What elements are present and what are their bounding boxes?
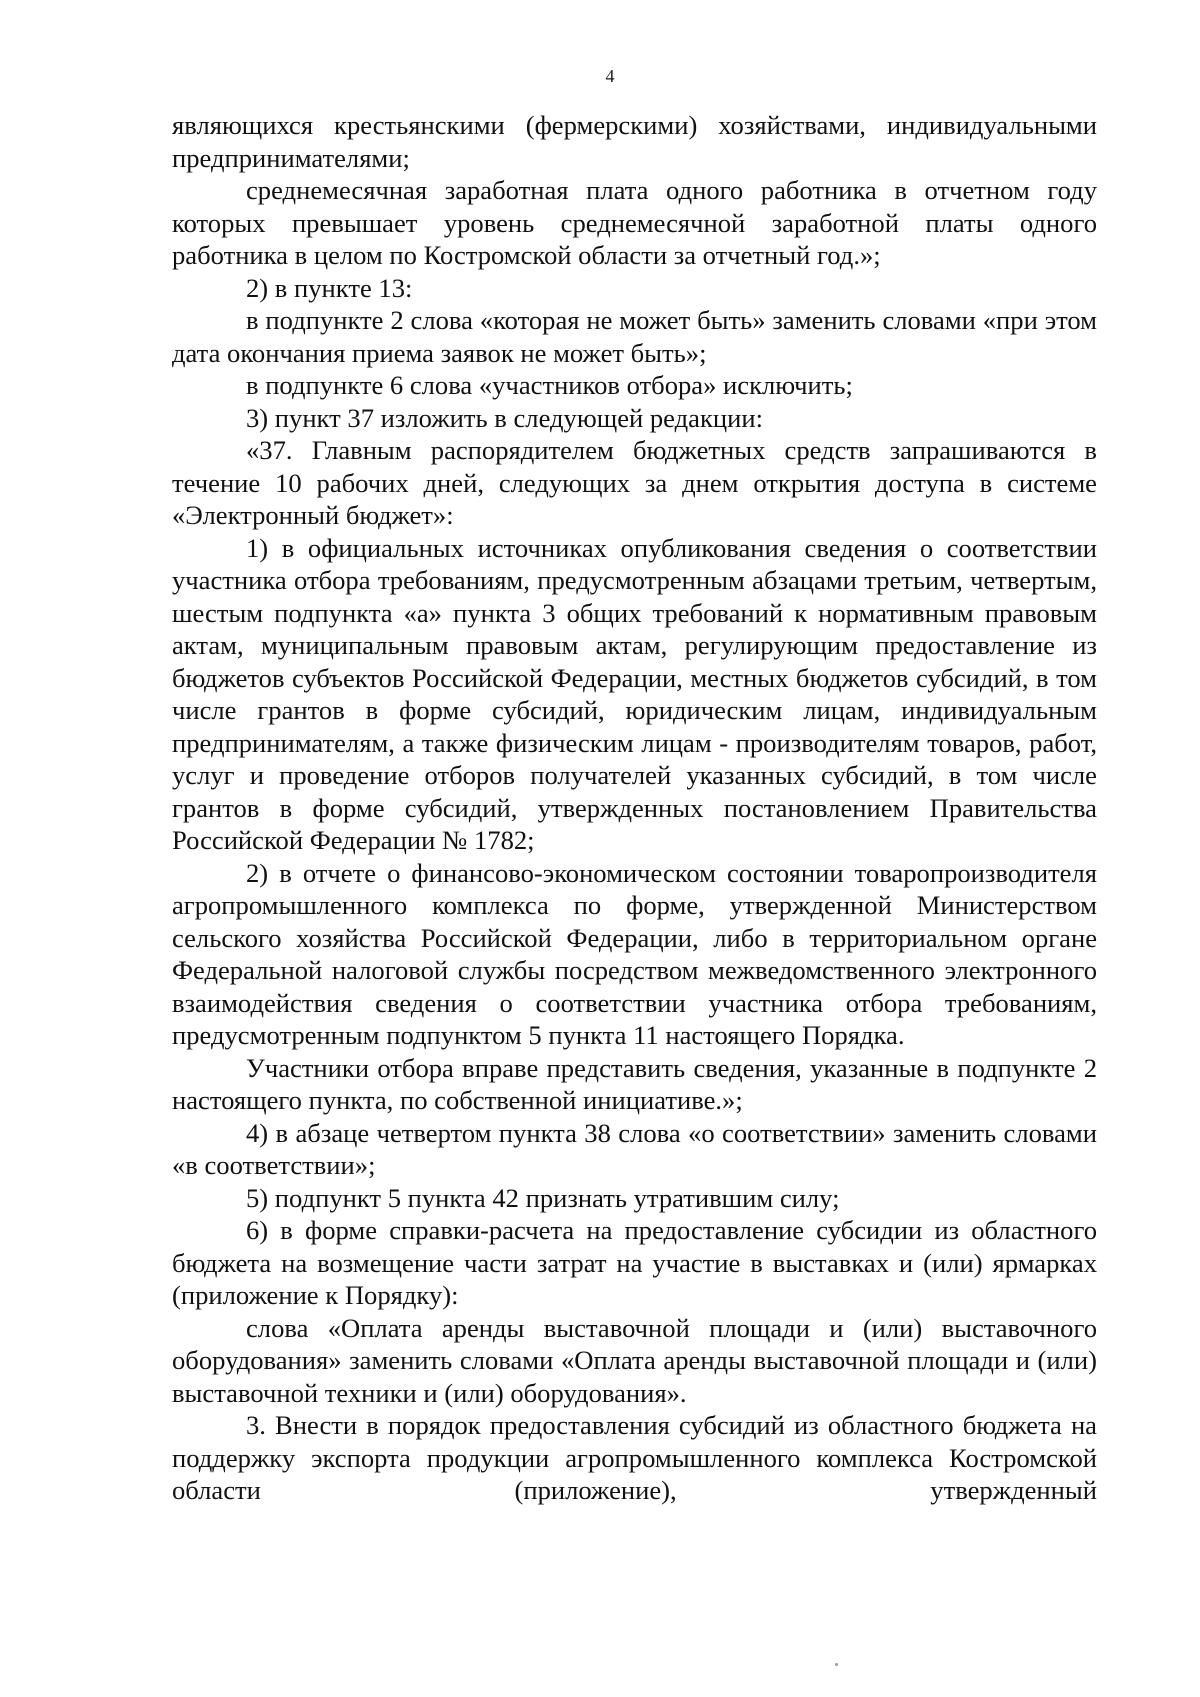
paragraph-5: в подпункте 6 слова «участников отбора» исключить; <box>246 370 853 400</box>
paragraph-4: в подпункте 2 слова «которая не может быть» заменить словами «при этом дата окончания приема заявок не может быть»; <box>172 305 1097 368</box>
page-number: 4 <box>605 66 615 86</box>
paragraph-8: 1) в официальных источниках опубликования сведения о соответствии участника отбора требованиям, предусмотренным абзацами третьим, четвертым, шестым подпункта «а» пункта 3 общих требований к нормативным правовым актам, муниципальным правовым актам, регулирующим предоставление из бюджетов субъектов Российской Федерации, местных бюджетов субсидий, в том числе грантов в форме субсидий, юридическим лицам, индивидуальным предпринимателям, а также физическим лицам - производителям товаров, работ, услуг и проведение отборов получателей указанных субсидий, в том числе грантов в форме субсидий, утвержденных постановлением Правительства Российской Федерации № 1782; <box>172 532 1097 855</box>
paragraph-13: 6) в форме справки-расчета на предоставление субсидии из областного бюджета на возмещение части затрат на участие в выставках и (или) ярмарках (приложение к Порядку): <box>172 1215 1097 1310</box>
paragraph-7: «37. Главным распорядителем бюджетных средств запрашиваются в течение 10 рабочих дней, следующих за днем открытия доступа в системе «Электронный бюджет»: <box>172 435 1097 530</box>
paragraph-14: слова «Оплата аренды выставочной площади и (или) выставочного оборудования» заменить словами «Оплата аренды выставочной площади и (или) выставочной техники и (или) оборудования». <box>172 1312 1097 1408</box>
paragraph-6: 3) пункт 37 изложить в следующей редакции: <box>246 402 763 433</box>
paragraph-1: являющихся крестьянскими (фермерскими) хозяйствами, индивидуальными предпринимателями; <box>172 110 1097 173</box>
paragraph-3: 2) в пункте 13: <box>246 272 413 303</box>
paragraph-9: 2) в отчете о финансово-экономическом состоянии товаропроизводителя агропромышленного комплекса по форме, утвержденной Министерством сельского хозяйства Российской Федерации, либо в территориальном органе Федеральной налоговой службы посредством межведомственного электронного взаимодействия сведения о соответствии участника отбора требованиям, предусмотренным подпунктом 5 пункта 11 настоящего Порядка. <box>172 857 1097 1050</box>
paragraph-11: 4) в абзаце четвертом пункта 38 слова «о соответствии» заменить словами «в соответствии»; <box>172 1117 1097 1180</box>
paragraph-15: 3. Внести в порядок предоставления субсидий из областного бюджета на поддержку экспорта продукции агропромышленного комплекса Костромской области (приложение), утвержденный <box>172 1410 1097 1505</box>
paragraph-12: 5) подпункт 5 пункта 42 признать утратившим силу; <box>246 1182 840 1213</box>
scan-speck <box>835 1663 838 1666</box>
document-body <box>172 109 1097 1507</box>
paragraph-10: Участники отбора вправе представить сведения, указанные в подпункте 2 настоящего пункта, по собственной инициативе.»; <box>172 1052 1097 1115</box>
paragraph-2: среднемесячная заработная плата одного работника в отчетном году которых превышает уровень среднемесячной заработной платы одного работника в целом по Костромской области за отчетный год.»; <box>172 175 1097 270</box>
